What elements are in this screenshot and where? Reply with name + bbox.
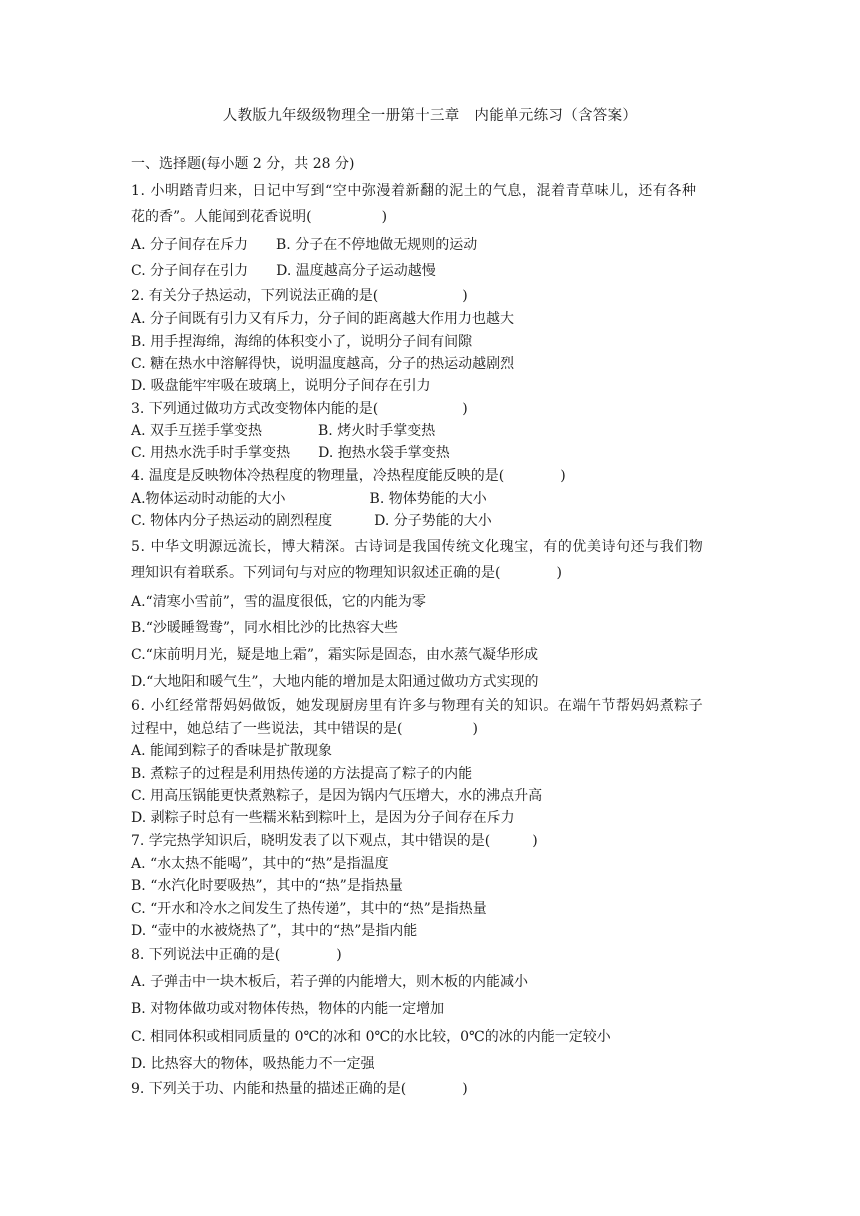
q7-option-a: A. “水太热不能喝”，其中的“热”是指温度 (131, 856, 389, 872)
q6-option-a: A. 能闻到粽子的香味是扩散现象 (131, 743, 333, 759)
q6-stem-line2: 过程中，她总结了一些说法，其中错误的是( ) (131, 721, 478, 737)
q2-option-a: A. 分子间既有引力又有斥力，分子间的距离越大作用力也越大 (131, 311, 515, 327)
q5-stem-line2: 理知识有着联系。下列词句与对应的物理知识叙述正确的是( ) (131, 565, 562, 581)
q6-option-b: B. 煮粽子的过程是利用热传递的方法提高了粽子的内能 (131, 766, 473, 782)
q1-options-ab: A. 分子间存在斥力 B. 分子在不停地做无规则的运动 (131, 237, 478, 253)
q3-stem: 3. 下列通过做功方式改变物体内能的是( ) (131, 401, 468, 417)
q2-option-d: D. 吸盘能牢牢吸在玻璃上，说明分子间存在引力 (131, 378, 431, 394)
q1-stem-line2: 花的香”。人能闻到花香说明( ) (131, 209, 388, 225)
q6-option-c: C. 用高压锅能更快煮熟粽子，是因为锅内气压增大，水的沸点升高 (131, 788, 543, 804)
q9-stem: 9. 下列关于功、内能和热量的描述正确的是( ) (131, 1081, 468, 1097)
q7-stem: 7. 学完热学知识后，晓明发表了以下观点，其中错误的是( ) (131, 833, 538, 849)
q5-option-d: D.“大地阳和暖气生”，大地内能的增加是太阳通过做功方式实现的 (131, 674, 539, 690)
q3-options-ab: A. 双手互搓手掌变热 B. 烤火时手掌变热 (131, 423, 436, 439)
q7-option-b: B. “水汽化时要吸热”，其中的“热”是指热量 (131, 878, 403, 894)
q4-options-cd: C. 物体内分子热运动的剧烈程度 D. 分子势能的大小 (131, 513, 492, 529)
q5-option-b: B.“沙暖睡鸳鸯”，同水相比沙的比热容大些 (131, 620, 399, 636)
q8-stem: 8. 下列说法中正确的是( ) (131, 947, 342, 963)
q4-options-ab: A.物体运动时动能的大小 B. 物体势能的大小 (131, 491, 487, 507)
q6-option-d: D. 剥粽子时总有一些糯米粘到粽叶上，是因为分子间存在斥力 (131, 810, 515, 826)
q1-stem-line1: 1. 小明踏青归来，日记中写到“空中弥漫着新翻的泥土的气息，混着青草味儿，还有各种 (131, 183, 697, 199)
q2-option-c: C. 糖在热水中溶解得快，说明温度越高，分子的热运动越剧烈 (131, 356, 515, 372)
q6-stem-line1: 6. 小红经常帮妈妈做饭，她发现厨房里有许多与物理有关的知识。在端午节帮妈妈煮粽子 (131, 698, 704, 714)
q2-option-b: B. 用手捏海绵，海绵的体积变小了，说明分子间有间隙 (131, 334, 473, 350)
q8-option-c: C. 相同体积或相同质量的 0℃的冰和 0℃的水比较，0℃的冰的内能一定较小 (131, 1029, 611, 1045)
q8-option-b: B. 对物体做功或对物体传热，物体的内能一定增加 (131, 1001, 445, 1017)
q5-option-a: A.“清寒小雪前”，雪的温度很低，它的内能为零 (131, 594, 426, 610)
q5-stem-line1: 5. 中华文明源远流长，博大精深。古诗词是我国传统文化瑰宝，有的优美诗句还与我们物 (131, 539, 704, 555)
q2-stem: 2. 有关分子热运动，下列说法正确的是( ) (131, 288, 468, 304)
q4-stem: 4. 温度是反映物体冷热程度的物理量，冷热程度能反映的是( ) (131, 468, 566, 484)
section-heading: 一、选择题(每小题 2 分，共 28 分) (131, 156, 355, 172)
document-title: 人教版九年级级物理全一册第十三章 内能单元练习（含答案） (222, 108, 638, 124)
q1-options-cd: C. 分子间存在引力 D. 温度越高分子运动越慢 (131, 263, 436, 279)
q3-options-cd: C. 用热水洗手时手掌变热 D. 抱热水袋手掌变热 (131, 445, 450, 461)
q7-option-d: D. “壶中的水被烧热了”，其中的“热”是指内能 (131, 923, 418, 939)
q8-option-d: D. 比热容大的物体，吸热能力不一定强 (131, 1056, 375, 1072)
q8-option-a: A. 子弹击中一块木板后，若子弹的内能增大，则木板的内能减小 (131, 974, 529, 990)
q5-option-c: C.“床前明月光，疑是地上霜”，霜实际是固态，由水蒸气凝华形成 (131, 647, 538, 663)
q7-option-c: C. “开水和冷水之间发生了热传递”，其中的“热”是指热量 (131, 901, 487, 917)
